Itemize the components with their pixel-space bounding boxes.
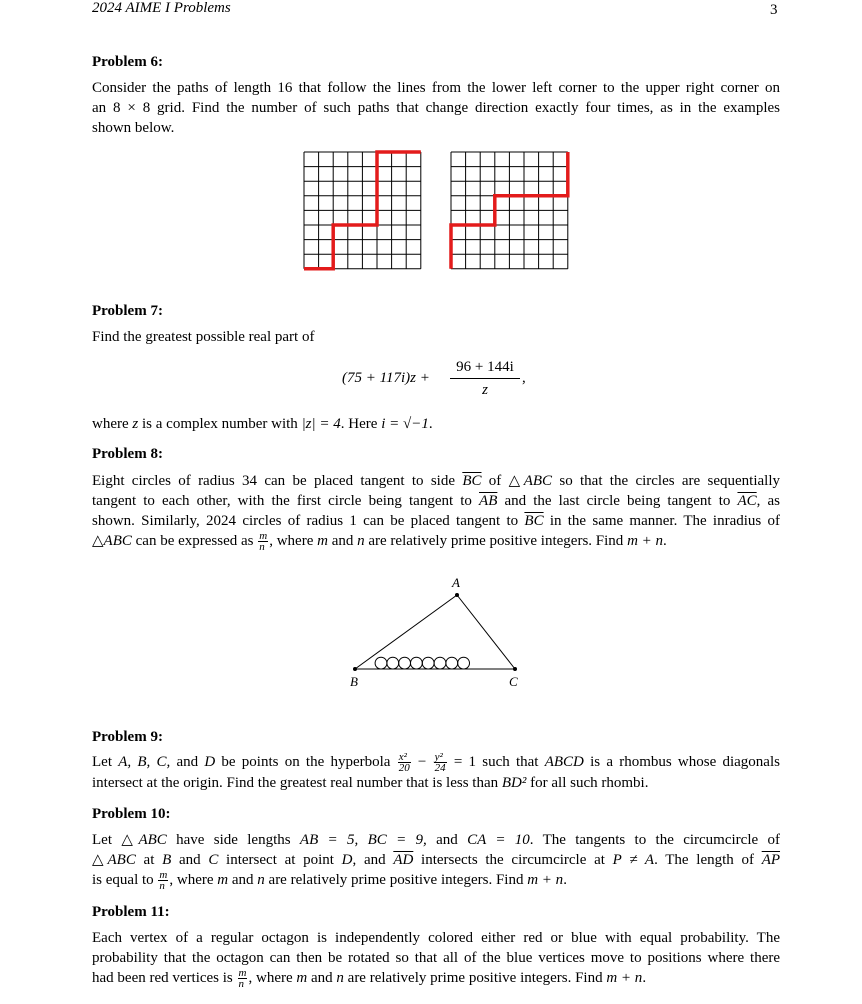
running-title: 2024 AIME I Problems: [92, 0, 231, 16]
page-number: 3: [770, 2, 778, 18]
tangent-circle: [446, 657, 458, 669]
tangent-circle: [434, 657, 446, 669]
label-B: B: [350, 674, 358, 689]
grid-example-1: [304, 152, 421, 269]
tangent-circle: [387, 657, 399, 669]
triangle-circles-diagram: [340, 572, 540, 692]
problem-11-title: Problem 11:: [92, 904, 170, 920]
expr-frac-num: 96 + 144i: [456, 359, 514, 375]
problem-6-line: an 8 × 8 grid. Find the number of such paths that change direction exactly four times, as in the examples: [92, 100, 780, 116]
problem-9-title: Problem 9:: [92, 729, 163, 745]
problem-6-title: Problem 6:: [92, 54, 163, 70]
grid-path-examples: [300, 148, 575, 274]
fraction-x2-over-20: $\frac{\text{x²}}{20}$: [398, 751, 410, 775]
expr-left: (75 + 117i)z +: [342, 370, 430, 386]
expr-end: ,: [522, 370, 526, 386]
expr-frac-den: z: [482, 382, 488, 398]
grid-example-2: [451, 152, 568, 269]
tangent-circle: [399, 657, 411, 669]
fraction-m-over-n: $\frac{m}{n}$: [238, 967, 247, 991]
tangent-circle: [458, 657, 470, 669]
problem-6-line: shown below.: [92, 120, 175, 136]
problem-8-text: Eight circles of radius 34 can be placed tangent to side $\overline{BC}$ of △ABC so that the circles are sequentially tangent to each other, with the first circle being tangent to $\overline{AB}$ and the last circle being tangent to $\overline{AC}$, as shown. Similarly, 2024 circles of radius 1 can be placed tangent to $\overline{BC}$ in the same manner. The inradius of △ABC can be expressed as $\frac{m}{n}$ , where m and n are relatively prime positive integers. Find m + n.: [92, 473, 780, 554]
problem-10-title: Problem 10:: [92, 806, 171, 822]
problem-11-text: Each vertex of a regular octagon is independently colored either red or blue with equal probability. The probability that the octagon can then be rotated so that all of the blue vertices move to positions where there had been red vertices is $\frac{m}{n}$ , where m and n are relatively prime positive integers. Find m + n.: [92, 930, 780, 991]
tangent-circle: [375, 657, 387, 669]
problem-9-text: Let A, B, C, and D be points on the hyperbola $\frac{\text{x²}}{20}$ − $\frac{\text{y²}}{24}$ = 1 such that ABCD is a rhombus whose diagonals intersect at the origin. Find the greatest real number that is less than BD² for all such rhombi.: [92, 751, 780, 792]
problem-10-text: Let △ABC have side lengths AB = 5, BC = 9, and CA = 10. The tangents to the circumcircle of △ABC at B and C intersect at point D, and $\overline{AD}$ intersects the circumcircle at P ≠ A. The length of $\overline{AP}$ is equal to $\frac{m}{n}$ , where m and n are relatively prime positive integers. Find m + n.: [92, 832, 781, 893]
fraction-m-over-n: $\frac{m}{n}$: [159, 869, 168, 893]
label-A: A: [452, 575, 460, 590]
problem-8-title: Problem 8:: [92, 446, 163, 462]
label-C: C: [509, 674, 518, 689]
problem-7-where: where z is a complex number with |z| = 4. Here i = √−1.: [92, 416, 433, 432]
tangent-circle: [411, 657, 423, 669]
expr-frac-bar: [450, 378, 520, 379]
fraction-y2-over-24: $\frac{\text{y²}}{24}$: [434, 751, 446, 775]
vertex-A: [455, 593, 459, 597]
problem-6-line: Consider the paths of length 16 that follow the lines from the lower left corner to the upper right corner on: [92, 80, 780, 96]
tangent-circles: [375, 657, 469, 669]
fraction-m-over-n: $\frac{m}{n}$: [259, 530, 268, 554]
problem-7-intro: Find the greatest possible real part of: [92, 329, 315, 345]
problem-6-text: [92, 78, 780, 138]
problem-7-title: Problem 7:: [92, 303, 163, 319]
vertex-B: [353, 667, 357, 671]
tangent-circle: [422, 657, 434, 669]
vertex-C: [513, 667, 517, 671]
